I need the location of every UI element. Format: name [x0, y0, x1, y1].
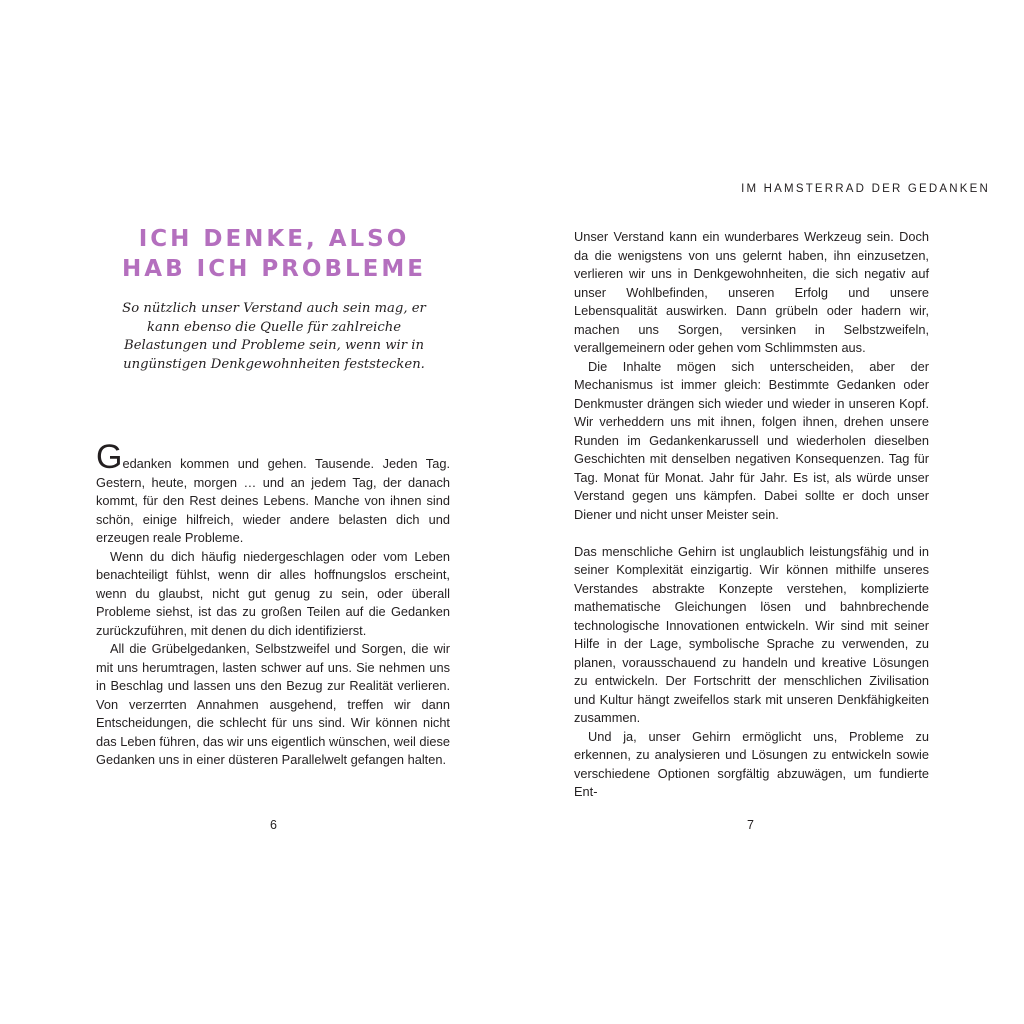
- chapter-title-line-2: HAB ICH PROBLEME: [122, 256, 426, 282]
- left-paragraph-1-text: edanken kommen und gehen. Tausende. Jeden Tag. Gestern, heute, morgen … und an jedem Tag, der danach kommt, für den Rest deines Lebens. Manche von ihnen sind schön, einige hilfreich, wieder andere belasten dich und erzeugen reale Probleme.: [96, 456, 450, 545]
- left-paragraph-2: Wenn du dich häufig niedergeschlagen oder vom Leben benachteiligt fühlst, wenn dir alles hoffnungslos erscheint, wenn du glaubst, nicht gut genug zu sein, oder überall Probleme siehst, ist das zu großen Teilen auf die Gedanken zurückzuführen, mit denen du dich identifizierst.: [96, 548, 450, 638]
- left-paragraph-3: All die Grübelgedanken, Selbstzweifel und Sorgen, die wir mit uns herumtragen, lasten schwer auf uns. Sie nehmen uns in Beschlag und lassen uns den Bezug zur Realität verlieren. Von verzerrten Annahmen ausgehend, treffen wir dann Entscheidungen, die schlecht für uns sind. Wir können nicht das Leben führen, das wir uns eigentlich wünschen, weil diese Gedanken uns in einer düsteren Parallelwelt gefangen halten.: [96, 641, 450, 767]
- right-page: [512, 0, 1024, 1024]
- right-paragraph-1: Unser Verstand kann ein wunderbares Werkzeug sein. Doch da die wenigstens von uns gelernt haben, ihn einzusetzen, verlieren wir uns in Denkgewohnheiten, die sich negativ auf unser Wohlbefinden, unseren Erfolg und unsere Lebensqualität auswirken. Dann grübeln oder hadern wir, machen uns Sorgen, versinken in Selbstzweifeln, verallgemeinern oder gehen vom Schlimmsten aus.: [574, 229, 929, 355]
- page-number-right: 7: [747, 818, 754, 832]
- left-body-text: [96, 438, 450, 770]
- running-header: IM HAMSTERRAD DER GEDANKEN: [741, 183, 990, 195]
- right-paragraph-4: Und ja, unser Gehirn ermöglicht uns, Probleme zu erkennen, zu analysieren und Lösungen zu entwickeln sowie verschiedene Optionen sorgfältig abzuwägen, um fundierte Ent-: [574, 728, 929, 799]
- right-paragraph-2: Die Inhalte mögen sich unterscheiden, aber der Mechanismus ist immer gleich: Bestimmte Gedanken oder Denkmuster drängen sich wieder und wieder in unseren Kopf. Wir verheddern uns mit ihnen, folgen ihnen, drehen unsere Runden im Gedankenkarussell und wiederholen dieselben Geschichten mit denselben negativen Konsequenzen. Tag für Tag. Monat für Monat. Jahr für Jahr. Es ist, als würde unser Verstand gegen uns kämpfen. Dabei sollte er doch unser Diener und nicht unser Meister sein.: [574, 358, 929, 522]
- page-number-left: 6: [270, 818, 277, 832]
- chapter-title: [96, 224, 452, 284]
- drop-cap: G: [96, 438, 123, 476]
- chapter-subtitle: So nützlich unser Verstand auch sein mag, er kann ebenso die Quelle für zahlreiche Belastungen und Probleme sein, wenn wir in ungünstigen Denkgewohnheiten feststecken.: [122, 301, 426, 372]
- right-paragraph-3: Das menschliche Gehirn ist unglaublich leistungsfähig und in seiner Komplexität einzigartig. Wir können mithilfe unseres Verstandes abstrakte Konzepte verstehen, komplizierte mathematische Gleichungen lösen und bahnbrechende technologische Innovationen entwickeln. Wir sind mit seiner Hilfe in der Lage, symbolische Sprache zu verwenden, zu planen, vorausschauend zu handeln und kreative Lösungen zu entwickeln. Der Fortschritt der menschlichen Zivilisation und Kultur hängt zweifellos stark mit unseren Denkfähigkeiten zusammen.: [574, 543, 929, 725]
- chapter-title-line-1: ICH DENKE, ALSO: [138, 226, 410, 252]
- left-paragraph-1: [96, 438, 450, 548]
- right-body-text: [574, 228, 929, 802]
